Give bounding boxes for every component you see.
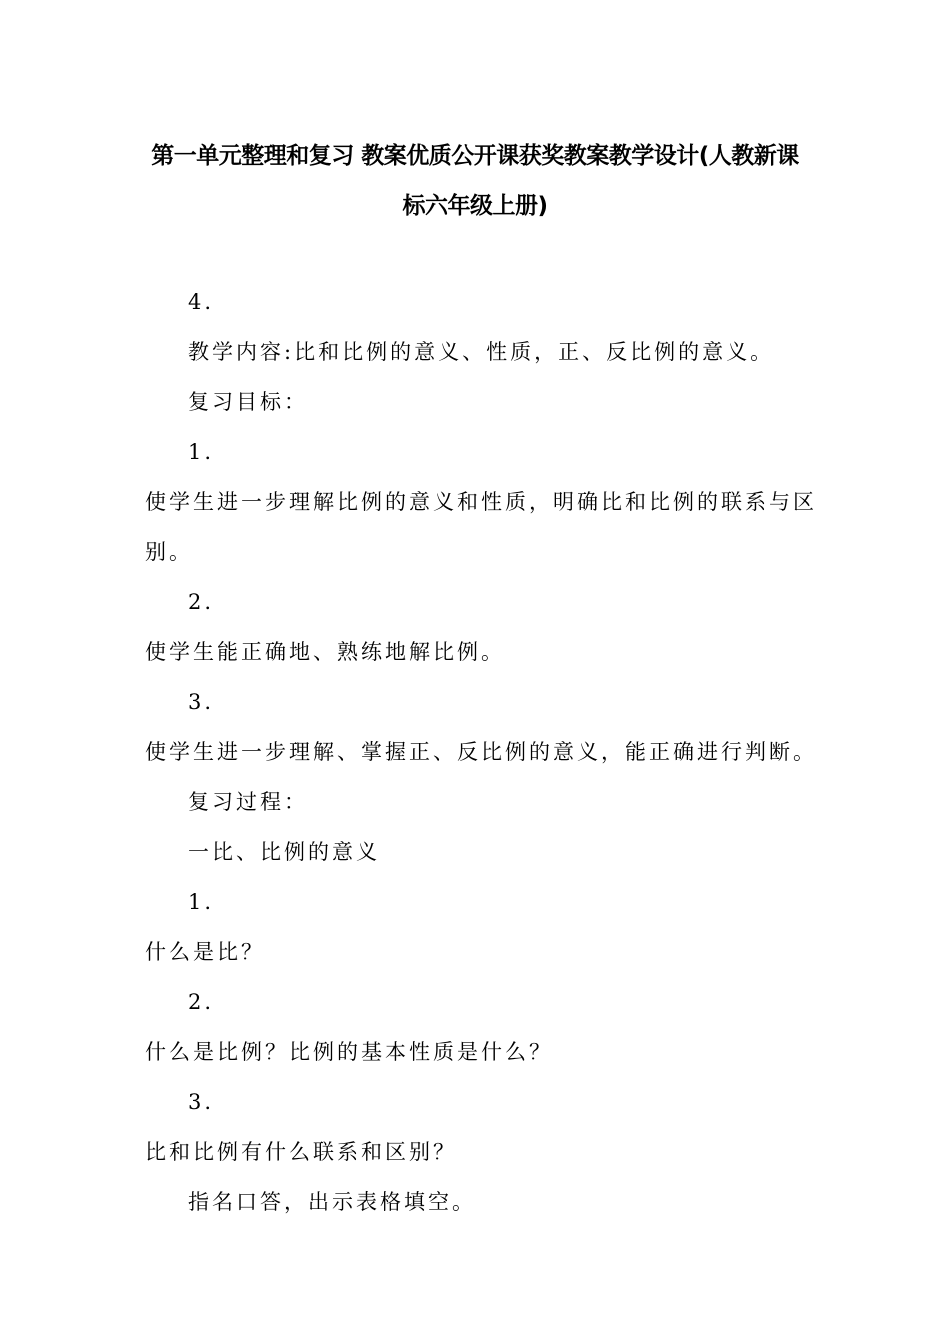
question-number-3: 3.: [188, 1090, 215, 1114]
section-heading-ratio: 一比、比例的意义: [188, 840, 380, 864]
goal-number-2: 2.: [188, 590, 215, 614]
question-text-1: 什么是比？: [145, 940, 265, 964]
question-text-3: 比和比例有什么联系和区别？: [145, 1140, 457, 1164]
document-title-line-2: 标六年级上册): [402, 193, 548, 219]
question-text-2: 什么是比例？比例的基本性质是什么？: [145, 1040, 553, 1064]
goal-number-1: 1.: [188, 440, 215, 464]
document-title-line-1: 第一单元整理和复习 教案优质公开课获奖教案教学设计(人教新课: [151, 143, 799, 169]
question-number-1: 1.: [188, 890, 215, 914]
review-process-heading: 复习过程：: [188, 790, 308, 814]
instruction-text: 指名口答，出示表格填空。: [188, 1190, 476, 1214]
goal-number-3: 3.: [188, 690, 215, 714]
goal-text-2: 使学生能正确地、熟练地解比例。: [145, 640, 505, 664]
section-number: 4.: [188, 290, 215, 314]
goal-text-1-continued: 别。: [145, 540, 193, 564]
teaching-content: 教学内容:比和比例的意义、性质，正、反比例的意义。: [188, 340, 775, 364]
review-goals-heading: 复习目标：: [188, 390, 308, 414]
goal-text-3: 使学生进一步理解、掌握正、反比例的意义，能正确进行判断。: [145, 740, 817, 764]
goal-text-1: 使学生进一步理解比例的意义和性质，明确比和比例的联系与区: [145, 490, 817, 514]
question-number-2: 2.: [188, 990, 215, 1014]
